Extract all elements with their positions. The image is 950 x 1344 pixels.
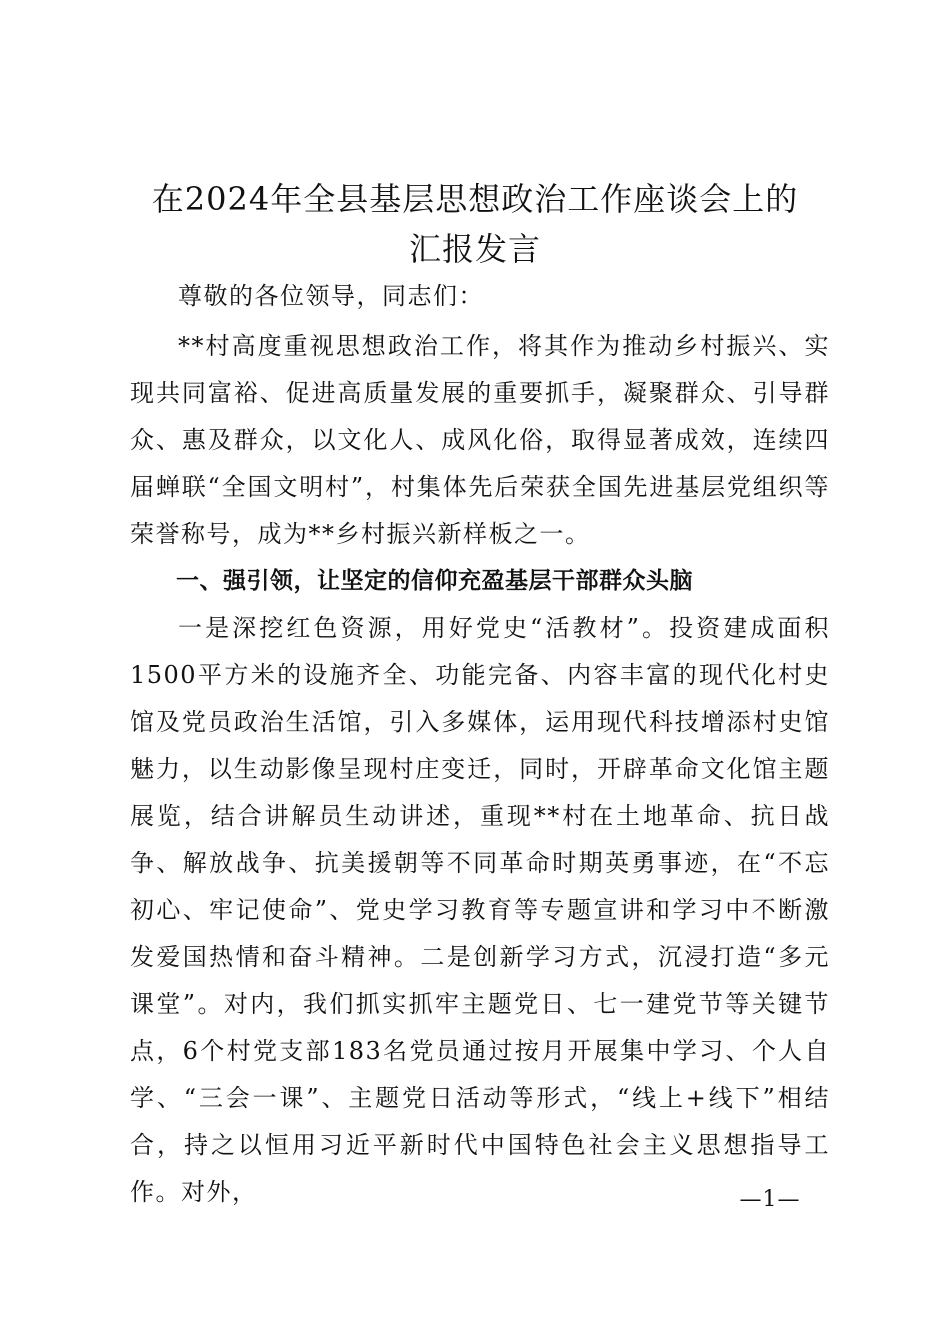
salutation: 尊敬的各位领导，同志们： bbox=[178, 282, 484, 310]
page-number: —1— bbox=[739, 1187, 801, 1212]
title-line-1: 在2024年全县基层思想政治工作座谈会上的 bbox=[151, 180, 799, 218]
paragraph-section-1: 一是深挖红色资源，用好党史“活教材”。投资建成面积1500平方米的设施齐全、功能完备、内容丰富的现代化村史馆及党员政治生活馆，引入多媒体，运用现代科技增添村史馆魅力，以生动影像呈现村庄变迁，同时，开辟革命文化馆主题展览，结合讲解员生动讲述，重现**村在土地革命、抗日战争、解放战争、抗美援朝等不同革命时期英勇事迹，在“不忘初心、牢记使命”、党史学习教育等专题宣讲和学习中不断激发爱国热情和奋斗精神。二是创新学习方式，沉浸打造“多元课堂”。对内，我们抓实抓牢主题党日、七一建党节等关键节点，6个村党支部183名党员通过按月开展集中学习、个人自学、“三会一课”、主题党日活动等形式，“线上+线下”相结合，持之以恒用习近平新时代中国特色社会主义思想指导工作。对外， bbox=[130, 614, 830, 1206]
title-line-2: 汇报发言 bbox=[408, 230, 541, 268]
document-body bbox=[130, 273, 830, 1216]
section-heading-1: 一、强引领，让坚定的信仰充盈基层干部群众头脑 bbox=[176, 568, 693, 594]
paragraph-intro: **村高度重视思想政治工作，将其作为推动乡村振兴、实现共同富裕、促进高质量发展的重要抓手，凝聚群众、引导群众、惠及群众，以文化人、成风化俗，取得显著成效，连续四届蝉联“全国文明村”，村集体先后荣获全国先进基层党组织等荣誉称号，成为**乡村振兴新样板之一。 bbox=[130, 332, 830, 548]
document-title bbox=[120, 174, 830, 274]
